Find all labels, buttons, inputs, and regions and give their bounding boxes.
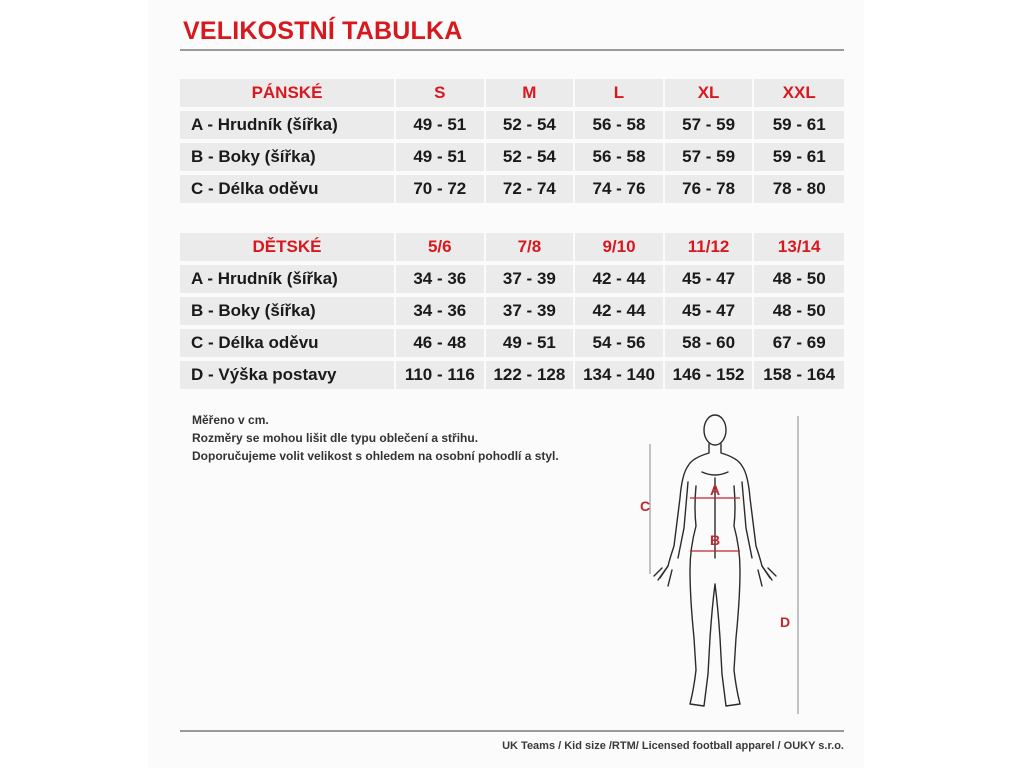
table-cell: 72 - 74 xyxy=(486,175,576,207)
kids-header-label: DĚTSKÉ xyxy=(180,233,396,265)
measure-label-a: A xyxy=(710,482,721,498)
table-cell: 67 - 69 xyxy=(754,329,844,361)
measure-label-c: C xyxy=(640,498,651,514)
table-cell: 34 - 36 xyxy=(396,265,486,297)
measure-label-d: D xyxy=(780,614,791,630)
table-cell: 134 - 140 xyxy=(575,361,665,393)
table-cell: 45 - 47 xyxy=(665,265,755,297)
table-cell: 110 - 116 xyxy=(396,361,486,393)
table-cell: 158 - 164 xyxy=(754,361,844,393)
men-size-xxl: XXL xyxy=(754,79,844,111)
row-label: A - Hrudník (šířka) xyxy=(180,111,396,143)
table-cell: 57 - 59 xyxy=(665,143,755,175)
table-cell: 48 - 50 xyxy=(754,265,844,297)
title-divider xyxy=(180,49,844,51)
table-cell: 146 - 152 xyxy=(665,361,755,393)
table-cell: 59 - 61 xyxy=(754,143,844,175)
table-cell: 52 - 54 xyxy=(486,111,576,143)
table-cell: 34 - 36 xyxy=(396,297,486,329)
men-size-table xyxy=(180,79,844,207)
table-cell: 58 - 60 xyxy=(665,329,755,361)
table-cell: 49 - 51 xyxy=(396,143,486,175)
men-size-s: S xyxy=(396,79,486,111)
table-cell: 49 - 51 xyxy=(396,111,486,143)
table-cell: 56 - 58 xyxy=(575,111,665,143)
table-cell: 70 - 72 xyxy=(396,175,486,207)
table-row xyxy=(180,111,844,143)
note-line: Měřeno v cm. xyxy=(192,413,269,427)
table-cell: 42 - 44 xyxy=(575,265,665,297)
row-label: D - Výška postavy xyxy=(180,361,396,393)
kids-size-13-14: 13/14 xyxy=(754,233,844,265)
measurement-notes xyxy=(192,411,559,465)
table-cell: 37 - 39 xyxy=(486,297,576,329)
kids-header-row xyxy=(180,233,844,265)
men-size-m: M xyxy=(486,79,576,111)
human-silhouette-icon xyxy=(630,408,810,720)
kids-size-9-10: 9/10 xyxy=(575,233,665,265)
men-size-l: L xyxy=(575,79,665,111)
row-label: C - Délka oděvu xyxy=(180,329,396,361)
note-line: Rozměry se mohou lišit dle typu oblečení a střihu. xyxy=(192,431,479,445)
table-row xyxy=(180,265,844,297)
men-size-xl: XL xyxy=(665,79,755,111)
kids-size-table xyxy=(180,233,844,393)
kids-size-5-6: 5/6 xyxy=(396,233,486,265)
table-cell: 122 - 128 xyxy=(486,361,576,393)
footer-divider xyxy=(180,730,844,732)
row-label: A - Hrudník (šířka) xyxy=(180,265,396,297)
table-cell: 42 - 44 xyxy=(575,297,665,329)
table-cell: 45 - 47 xyxy=(665,297,755,329)
footer-credits: UK Teams / Kid size /RTM/ Licensed football apparel / OUKY s.r.o. xyxy=(502,740,844,752)
table-cell: 78 - 80 xyxy=(754,175,844,207)
table-row xyxy=(180,329,844,361)
measure-label-b: B xyxy=(710,532,721,548)
table-row xyxy=(180,297,844,329)
men-header-label: PÁNSKÉ xyxy=(180,79,396,111)
kids-size-11-12: 11/12 xyxy=(665,233,755,265)
men-header-row xyxy=(180,79,844,111)
table-cell: 76 - 78 xyxy=(665,175,755,207)
note-line: Doporučujeme volit velikost s ohledem na osobní pohodlí a styl. xyxy=(192,449,559,463)
page-title: VELIKOSTNÍ TABULKA xyxy=(183,17,463,45)
row-label: B - Boky (šířka) xyxy=(180,143,396,175)
table-row xyxy=(180,175,844,207)
table-cell: 54 - 56 xyxy=(575,329,665,361)
table-cell: 37 - 39 xyxy=(486,265,576,297)
body-measurement-figure xyxy=(630,408,810,720)
row-label: B - Boky (šířka) xyxy=(180,297,396,329)
table-cell: 59 - 61 xyxy=(754,111,844,143)
table-cell: 49 - 51 xyxy=(486,329,576,361)
table-row xyxy=(180,361,844,393)
table-cell: 52 - 54 xyxy=(486,143,576,175)
table-cell: 46 - 48 xyxy=(396,329,486,361)
table-cell: 74 - 76 xyxy=(575,175,665,207)
kids-size-7-8: 7/8 xyxy=(486,233,576,265)
row-label: C - Délka oděvu xyxy=(180,175,396,207)
table-cell: 48 - 50 xyxy=(754,297,844,329)
table-cell: 56 - 58 xyxy=(575,143,665,175)
table-row xyxy=(180,143,844,175)
table-cell: 57 - 59 xyxy=(665,111,755,143)
